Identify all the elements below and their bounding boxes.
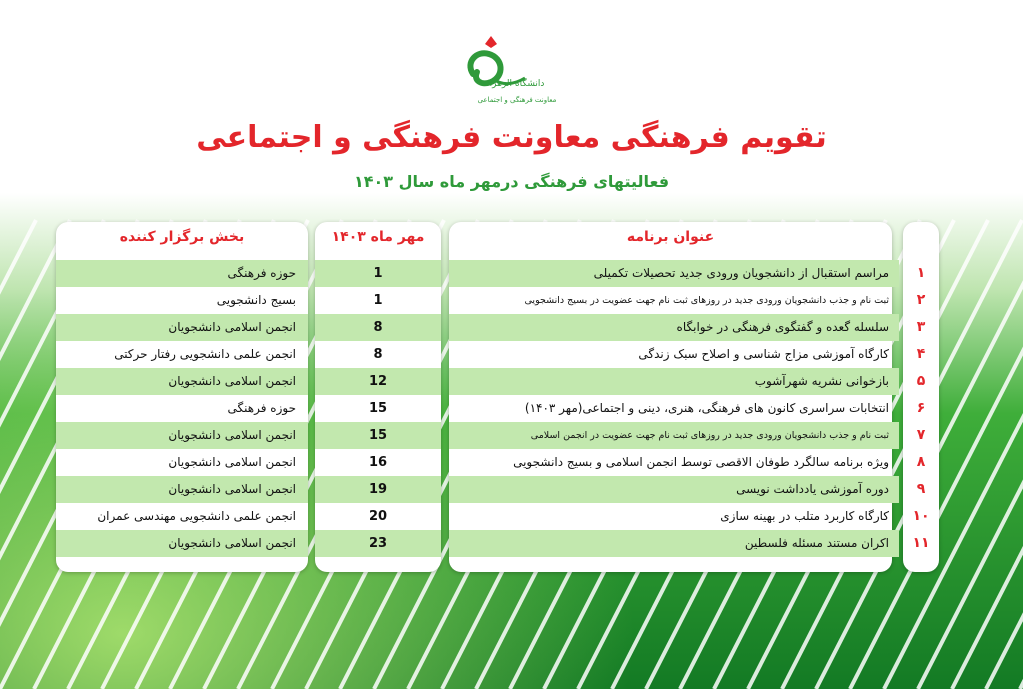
- row-number: ۳: [916, 319, 926, 335]
- logo-mark-icon: [485, 36, 497, 48]
- date-cell: 8: [315, 314, 441, 341]
- date-cell: 20: [368, 509, 388, 524]
- program-cell: مراسم استقبال از دانشجویان ورودی جدید تحصیلات تکمیلی: [449, 260, 899, 287]
- row-number: ۹: [916, 481, 926, 497]
- organizer-cell: حوزه فرهنگی: [56, 260, 308, 287]
- program-cell: کارگاه آموزشی مزاج شناسی و اصلاح سبک زندگی: [638, 347, 889, 361]
- date-cell: 15: [368, 401, 388, 416]
- organizer-cell: انجمن اسلامی دانشجویان: [168, 455, 296, 469]
- date-cell: 19: [315, 476, 441, 503]
- program-column: [449, 260, 899, 557]
- organizer-cell: انجمن علمی دانشجویی مهندسی عمران: [97, 509, 296, 523]
- row-number: ۲: [916, 292, 926, 308]
- university-logo: [455, 34, 565, 114]
- date-cell: 1: [315, 260, 441, 287]
- organizer-cell: انجمن اسلامی دانشجویان: [56, 476, 308, 503]
- row-number: ۴: [916, 346, 926, 362]
- row-number: ۱: [916, 265, 926, 281]
- date-cell: 16: [368, 455, 388, 470]
- logo-text-2: معاونت فرهنگی و اجتماعی: [477, 96, 557, 104]
- row-number: ۱۱: [912, 535, 930, 551]
- number-column: [903, 260, 939, 557]
- organizer-cell: انجمن اسلامی دانشجویان: [56, 422, 308, 449]
- row-number: ۸: [916, 454, 926, 470]
- program-cell: انتخابات سراسری کانون های فرهنگی، هنری، دینی و اجتماعی(مهر ۱۴۰۳): [524, 401, 889, 415]
- row-number: ۱۰: [912, 508, 930, 524]
- organizer-cell: انجمن علمی دانشجویی رفتار حرکتی: [114, 347, 296, 361]
- organizer-cell: حوزه فرهنگی: [227, 401, 296, 415]
- date-column: [315, 260, 441, 557]
- page-title: تقویم فرهنگی معاونت فرهنگی و اجتماعی: [196, 120, 827, 155]
- program-cell: ویژه برنامه سالگرد طوفان الاقصی توسط انجمن اسلامی و بسیج دانشجویی: [513, 455, 889, 469]
- row-number: ۵: [916, 373, 926, 389]
- program-cell: بازخوانی نشریه شهرآشوب: [449, 368, 899, 395]
- organizer-column-header: بخش برگزار کننده: [119, 229, 245, 245]
- program-cell: ثبت نام و جذب دانشجویان ورودی جدید در روزهای ثبت نام جهت عضویت در انجمن اسلامی: [449, 422, 899, 449]
- date-cell: 15: [315, 422, 441, 449]
- date-cell: 23: [315, 530, 441, 557]
- program-column-header: عنوان برنامه: [626, 229, 715, 245]
- page-subtitle: فعالیتهای فرهنگی درمهر ماه سال ۱۴۰۳: [353, 172, 670, 191]
- date-cell: 12: [315, 368, 441, 395]
- organizer-cell: بسیج دانشجویی: [216, 293, 296, 307]
- program-cell: سلسله گعده و گفتگوی فرهنگی در خوابگاه: [449, 314, 899, 341]
- organizer-column: [56, 260, 308, 557]
- program-cell: اکران مستند مسئله فلسطین: [449, 530, 899, 557]
- organizer-cell: انجمن اسلامی دانشجویان: [56, 368, 308, 395]
- row-number: ۶: [916, 400, 926, 416]
- row-number: ۷: [916, 427, 926, 443]
- date-column-header: مهر ماه ۱۴۰۳: [331, 229, 425, 245]
- program-cell: ثبت نام و جذب دانشجویان ورودی جدید در روزهای ثبت نام جهت عضویت در بسیج دانشجویی: [524, 295, 889, 306]
- program-cell: دوره آموزشی یادداشت نویسی: [449, 476, 899, 503]
- organizer-cell: انجمن اسلامی دانشجویان: [56, 530, 308, 557]
- date-cell: 8: [373, 347, 383, 362]
- program-cell: کارگاه کاربرد متلب در بهینه سازی: [720, 509, 889, 523]
- logo-text-1: دانشگاه الزهرا: [489, 79, 545, 89]
- date-cell: 1: [373, 293, 383, 308]
- organizer-cell: انجمن اسلامی دانشجویان: [56, 314, 308, 341]
